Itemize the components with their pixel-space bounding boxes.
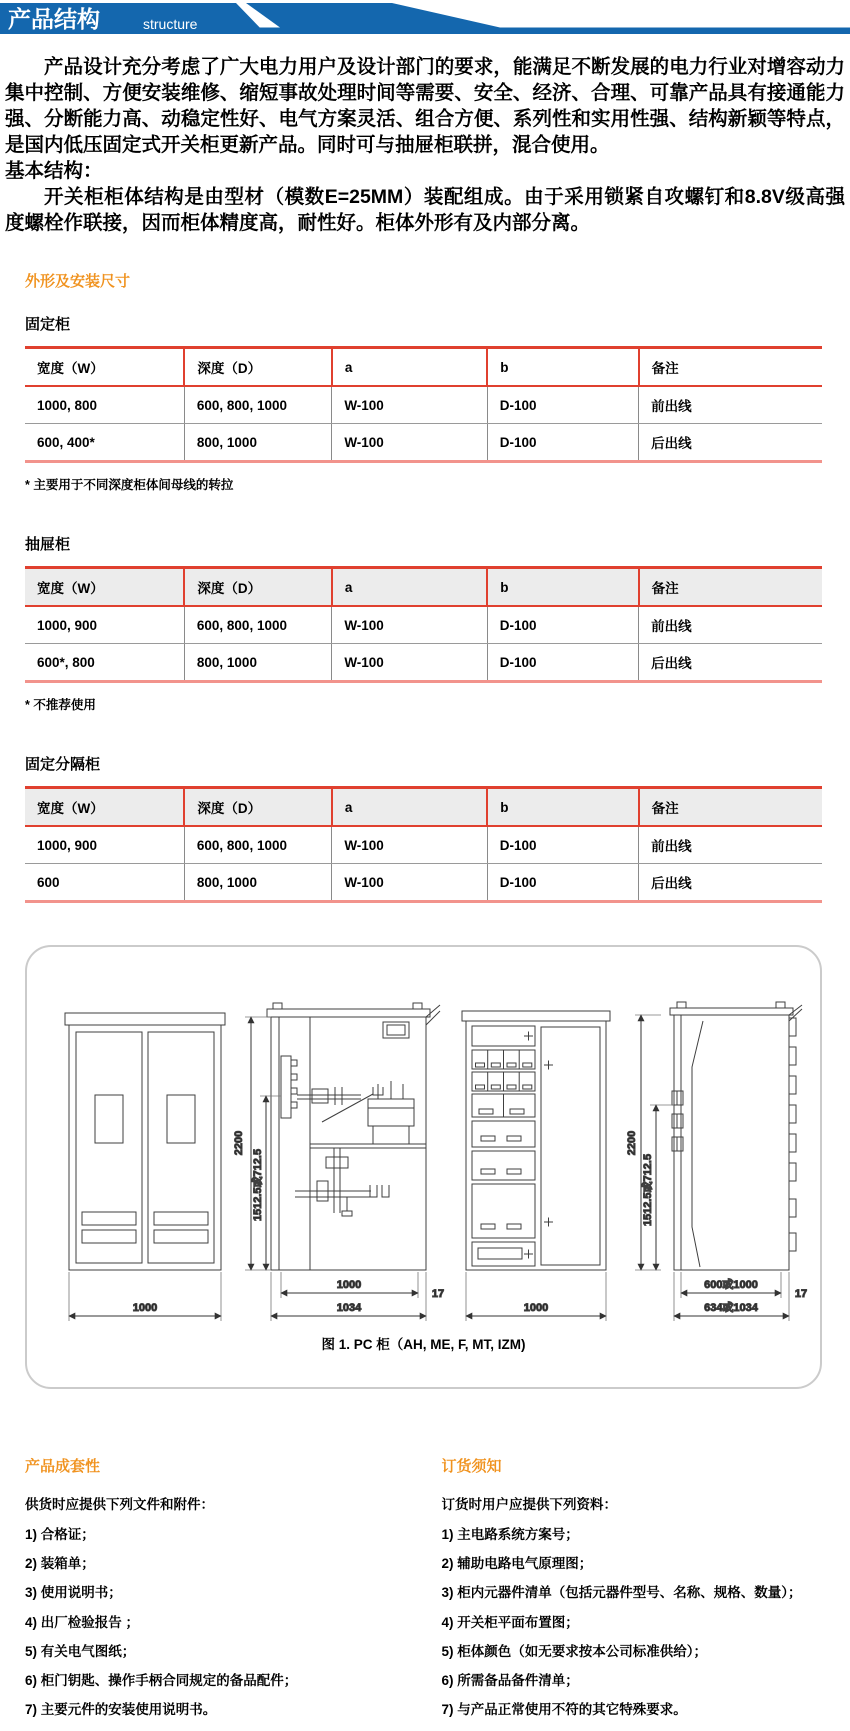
list-item: 2) 辅助电路电气原理图； <box>441 1556 593 1572</box>
table-cell: 600 <box>37 874 60 890</box>
bottom-section <box>25 1455 822 1731</box>
table-header-cell: 深度（D） <box>184 568 331 607</box>
banner-wedge <box>246 3 500 28</box>
cabinet-side-view-drawing <box>626 1002 807 1321</box>
table-header-cell: b <box>487 568 638 607</box>
table-cell: D-100 <box>487 606 638 644</box>
list-item: 3) 柜内元器件清单（包括元器件型号、名称、规格、数量）； <box>441 1585 802 1601</box>
table-cell: 800, 1000 <box>184 644 331 682</box>
table-header-cell: b <box>487 788 638 827</box>
table-cell: 600, 800, 1000 <box>184 386 331 424</box>
page-title: 产品结构 <box>8 6 100 32</box>
ordering-notes-column <box>442 1455 823 1731</box>
intro-section <box>5 54 845 236</box>
figure-drawings <box>29 975 819 1327</box>
table-cell: W-100 <box>332 424 487 462</box>
drawer-cabinet-table-block <box>25 533 822 713</box>
dimension-label: 17 <box>431 1288 444 1300</box>
table-cell: 800, 1000 <box>184 864 331 902</box>
table-header-cell: 宽度（W） <box>25 348 184 387</box>
table-header-cell: 宽度（W） <box>25 568 184 607</box>
table-header-row <box>25 788 822 827</box>
table-cell: 1000, 900 <box>25 606 184 644</box>
intro-paragraph-2: 开关柜柜体结构是由型材（模数E=25MM）装配组成。由于采用锁紧自攻螺钉和8.8V级高强度螺栓作联接，因而柜体精度高，耐性好。柜体外形有及内部分离。 <box>5 186 845 234</box>
table-cell: D-100 <box>487 864 638 902</box>
table-cell: 前出线 <box>639 386 822 424</box>
table-cell: 后出线 <box>639 864 822 902</box>
dimension-label: 2200 <box>625 1130 638 1156</box>
table-title-fixed-partition-cabinet: 固定分隔柜 <box>25 756 101 773</box>
table-footnote: * 不推荐使用 <box>25 698 96 712</box>
dimension-label: 1512.5或712.5 <box>251 1148 264 1222</box>
fixed-cabinet-table <box>25 346 822 463</box>
table-cell: W-100 <box>332 826 487 864</box>
list-item: 7) 主要元件的安装使用说明书。 <box>25 1702 217 1718</box>
list-item: 5) 有关电气图纸； <box>25 1643 136 1659</box>
table-cell: 600, 800, 1000 <box>184 606 331 644</box>
product-completeness-heading: 产品成套性 <box>25 1458 101 1475</box>
page-subtitle: structure <box>143 16 198 32</box>
list-item: 3) 使用说明书； <box>25 1585 122 1601</box>
list-item: 2) 装箱单； <box>25 1556 95 1572</box>
dimension-label: 1512.5或712.5 <box>641 1153 654 1227</box>
table-row <box>25 644 822 682</box>
table-cell: 600, 400* <box>37 434 95 450</box>
table-cell: 1000, 900 <box>25 826 184 864</box>
list-intro: 供货时应提供下列文件和附件： <box>25 1497 214 1512</box>
table-header-cell: 备注 <box>639 568 822 607</box>
table-cell: W-100 <box>332 386 487 424</box>
fixed-partition-cabinet-table <box>25 786 822 903</box>
dimension-label: 2200 <box>232 1130 245 1156</box>
list-item: 4) 开关柜平面布置图； <box>441 1614 579 1630</box>
table-cell: 前出线 <box>639 826 822 864</box>
list-item: 6) 所需备品备件清单； <box>441 1673 579 1689</box>
dimension-label: 1000 <box>336 1279 361 1291</box>
table-row <box>25 864 822 902</box>
table-cell: 600, 800, 1000 <box>184 826 331 864</box>
table-cell: W-100 <box>332 606 487 644</box>
table-header-cell: 宽度（W） <box>25 788 184 827</box>
table-header-row <box>25 348 822 387</box>
product-completeness-column <box>25 1455 406 1731</box>
table-header-cell: a <box>332 348 487 387</box>
figure-box <box>25 945 822 1389</box>
table-title-fixed-cabinet: 固定柜 <box>25 316 71 333</box>
dimension-label: 1000 <box>132 1302 157 1314</box>
table-row <box>25 826 822 864</box>
table-header-cell: a <box>332 788 487 827</box>
list-item: 6) 柜门钥匙、操作手柄合同规定的备品配件； <box>25 1673 298 1689</box>
page-header-banner <box>0 0 850 42</box>
dimensions-section <box>0 270 850 903</box>
table-cell: 前出线 <box>639 606 822 644</box>
table-header-cell: b <box>487 348 638 387</box>
table-cell: 1000, 800 <box>25 386 184 424</box>
table-header-cell: 备注 <box>639 348 822 387</box>
dimension-label: 1000 <box>523 1302 548 1314</box>
table-cell: 600*, 800 <box>37 654 95 670</box>
table-header-cell: a <box>332 568 487 607</box>
table-row <box>25 424 822 462</box>
table-row <box>25 386 822 424</box>
table-cell: 800, 1000 <box>184 424 331 462</box>
table-header-row <box>25 568 822 607</box>
table-cell: D-100 <box>487 386 638 424</box>
dimensions-heading: 外形及安装尺寸 <box>25 273 131 290</box>
table-title-drawer-cabinet: 抽屉柜 <box>25 536 71 553</box>
table-cell: D-100 <box>487 826 638 864</box>
drawer-cabinet-front-drawing <box>462 1011 610 1321</box>
dimension-label: 1034 <box>336 1302 361 1314</box>
table-cell: 后出线 <box>639 424 822 462</box>
drawer-cabinet-table <box>25 566 822 683</box>
list-intro: 订货时用户应提供下列资料： <box>441 1497 617 1512</box>
dimension-label: 17 <box>794 1288 807 1300</box>
table-header-cell: 深度（D） <box>184 348 331 387</box>
table-cell: 后出线 <box>639 644 822 682</box>
fixed-partition-cabinet-table-block <box>25 753 822 903</box>
list-item: 4) 出厂检验报告 ； <box>25 1614 140 1630</box>
ordering-notes-heading: 订货须知 <box>441 1458 502 1475</box>
list-item: 5) 柜体颜色（如无要求按本公司标准供给）； <box>441 1643 708 1659</box>
intro-paragraph-1: 产品设计充分考虑了广大电力用户及设计部门的要求，能满足不断发展的电力行业对增容动力集中控制、方便安装维修、缩短事故处理时间等需要、安全、经济、合理、可靠产品具有接通能力强、分断能力高、动稳定性好、电气方案灵活、组合方便、系列性和实用性强、结构新颖等特点，是国内低压固定式开关柜更新产品。同时可与抽屉柜联拼，混合使用。 <box>5 56 845 156</box>
list-item: 1) 合格证； <box>25 1527 95 1542</box>
table-footnote: * 主要用于不同深度柜体间母线的转拉 <box>25 478 234 492</box>
table-cell: D-100 <box>487 644 638 682</box>
table-cell: D-100 <box>487 424 638 462</box>
table-header-cell: 备注 <box>639 788 822 827</box>
list-item: 1) 主电路系统方案号； <box>441 1527 579 1542</box>
figure-caption: 图 1. PC 柜（AH, ME, F, MT, IZM) <box>321 1337 526 1352</box>
list-item: 7) 与产品正常使用不符的其它特殊要求。 <box>441 1702 687 1718</box>
fixed-cabinet-table-block <box>25 313 822 493</box>
table-header-cell: 深度（D） <box>184 788 331 827</box>
table-cell: W-100 <box>332 864 487 902</box>
table-row <box>25 606 822 644</box>
dimension-label: 634或1034 <box>703 1302 758 1314</box>
dimension-label: 600或1000 <box>703 1279 758 1291</box>
fixed-cabinet-front-drawing <box>65 1013 225 1321</box>
basic-structure-label: 基本结构： <box>5 160 103 182</box>
cabinet-side-section-drawing <box>233 1003 444 1321</box>
table-cell: W-100 <box>332 644 487 682</box>
